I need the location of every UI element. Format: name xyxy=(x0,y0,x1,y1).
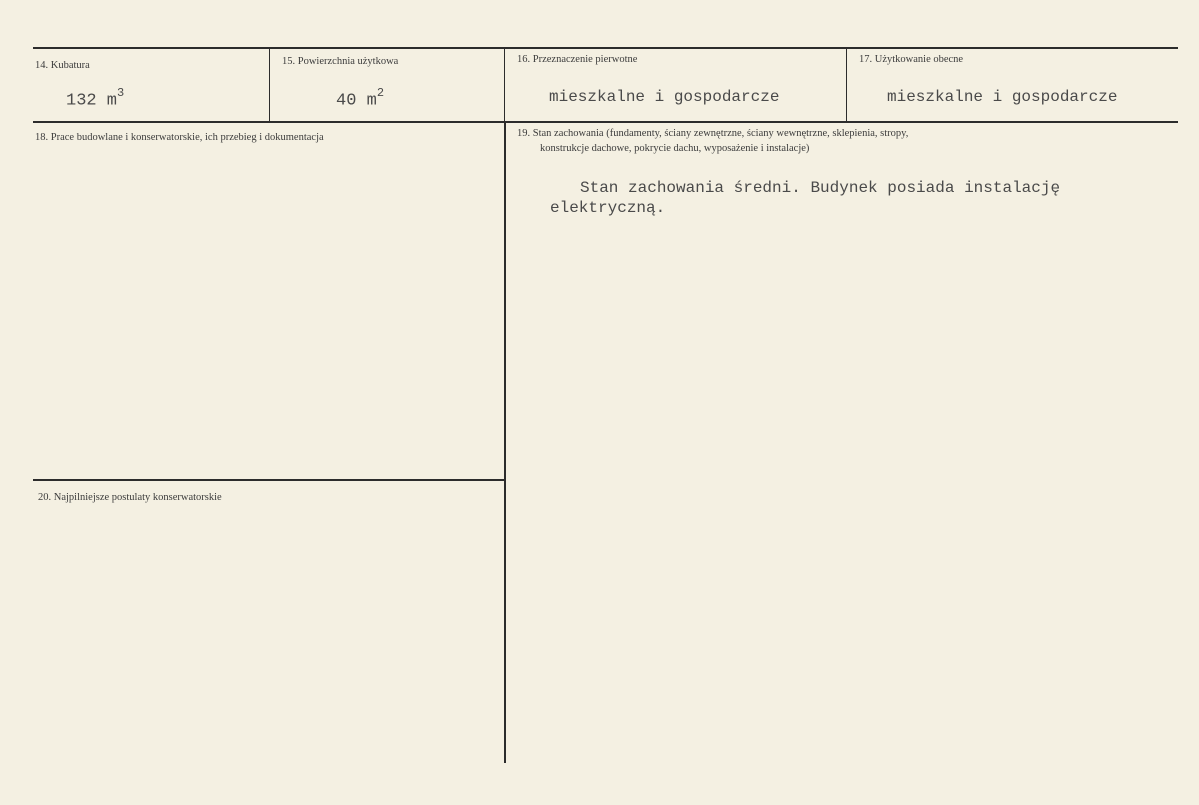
field-16-value: mieszkalne i gospodarcze xyxy=(549,88,780,106)
top-rule xyxy=(33,47,1178,49)
col-divider-1 xyxy=(269,48,270,122)
field-20-label: 20. Najpilniejsze postulaty konserwatorskie xyxy=(38,492,222,503)
field-14-value: 132 $m^3$ xyxy=(66,86,125,111)
second-rule xyxy=(33,121,1178,123)
field-19-text-line2: elektryczną. xyxy=(550,199,666,217)
field-15-label: 15. Powierzchnia użytkowa xyxy=(282,56,399,67)
field-19-label-line1: 19. Stan zachowania (fundamenty, ściany zewnętrzne, ściany wewnętrzne, sklepienia, stropy, xyxy=(517,128,909,139)
field-19-label-line2: konstrukcje dachowe, pokrycie dachu, wyposażenie i instalacje) xyxy=(540,143,810,154)
col-divider-2 xyxy=(504,48,505,122)
left-inner-rule xyxy=(33,479,504,481)
field-16-label: 16. Przeznaczenie pierwotne xyxy=(517,54,638,65)
field-15-value: 40 $m^2$ xyxy=(336,86,385,111)
main-divider xyxy=(504,123,506,763)
field-14-label: 14. Kubatura xyxy=(35,60,90,71)
field-17-value: mieszkalne i gospodarcze xyxy=(887,88,1118,106)
col-divider-3 xyxy=(846,48,847,122)
field-17-label: 17. Użytkowanie obecne xyxy=(859,54,964,65)
field-19-text-line1: Stan zachowania średni. Budynek posiada instalację xyxy=(580,179,1061,197)
field-18-label: 18. Prace budowlane i konserwatorskie, ich przebieg i dokumentacja xyxy=(35,132,324,143)
